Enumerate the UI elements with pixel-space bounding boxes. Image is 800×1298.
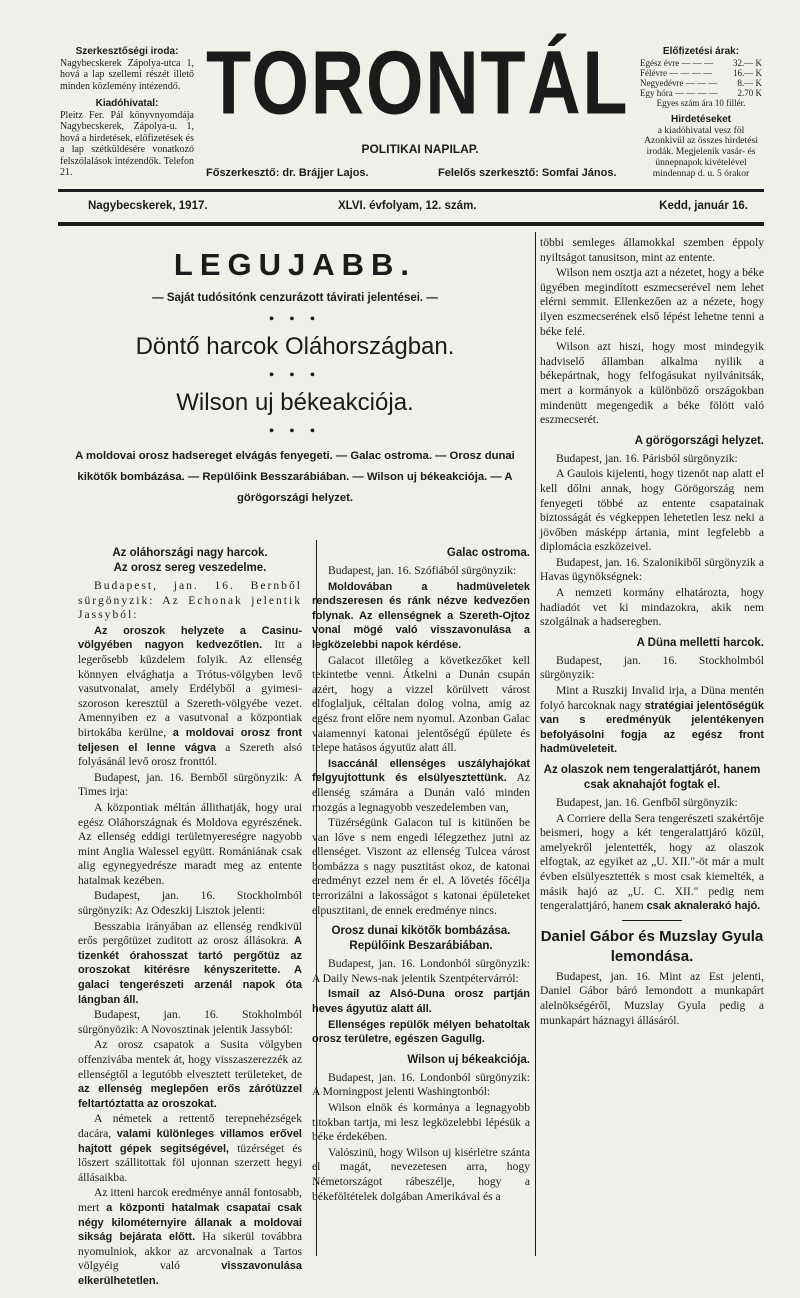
paragraph bbox=[78, 1038, 302, 1111]
office-title: Szerkesztőségi iroda: bbox=[75, 46, 179, 57]
article-subheading: Az orosz sereg veszedelme. bbox=[113, 562, 267, 574]
article-heading: Wilson uj békeakciója. bbox=[407, 1053, 530, 1066]
paragraph: Tüzérségünk Galacon tul is kitünően be van lőve s nem engedi lélegzethez jutni az ellenséget. Viszont az ellenség Tulcea várost bombázza s nagy pusztitást okoz, de katonai eredményt ezzel nem ér el. A lövetés főcélja terrorizálni a lakosságot s katonai épületeket elpusztitani, de ennek eredménye nincs. bbox=[312, 816, 530, 917]
paragraph bbox=[78, 920, 302, 1008]
article-heading: Az olaszok nem tengeralattjárót, hanem csak aknahajót fogtak el. bbox=[543, 764, 761, 791]
dateline-para: Budapest, jan. 16. Szófiából sürgönyzik: bbox=[328, 564, 517, 577]
paragraph bbox=[312, 1018, 530, 1047]
text: Besszabia irányában az ellenség rendkivül erős pergőtüzet zuditott az orosz állásokra. bbox=[78, 919, 302, 948]
paragraph: Wilson azt hiszi, hogy most mindegyik hadviselő államban alkalma nyilik a békepártnak, hogy felfogásukat nyilvánitsák, mert a kormányok a különböző országokban mindenütt megengedik a béke fölött való eszmecserét. bbox=[540, 340, 764, 427]
bold-text: Isaccánál ellenséges uszályhajókat felgyujtottunk és elsülyesztettünk. bbox=[312, 757, 530, 785]
dateline-date: Kedd, január 16. bbox=[659, 200, 748, 212]
price-label: Negyedévre — — — bbox=[640, 77, 718, 88]
text: Itt a legerősebb küzdelem folyik. Az ellenség könnyen elvághatja a Trótus-völgyben levő vasutvonalat, amely Erdélyből a gyimesi-szoroson keresztül a Szereth-völgyébe vezet. Amennyiben ez a vasutvonal a központiak birtokába kerülne, bbox=[78, 638, 302, 739]
paragraph: A Gaulois kijelenti, hogy tizenöt nap alatt el kell dőlni annak, hogy Görögország nem fenyegeti többé az entente csapatainak biztosságát és végkeppen lehetetlen lesz neki a jövőben másképp ártania, mint legfelebb a diplomácia eszközeivel. bbox=[540, 467, 764, 554]
divider-dots: • • • bbox=[269, 368, 321, 383]
bold-text: A tizenkét órahosszat tartó pergőtüz az oroszokat kitérésre kényszeritette. A galaci tengerészeti arzenál napok óta lángban áll. bbox=[78, 935, 302, 1006]
divider-dots: • • • bbox=[269, 424, 321, 439]
article-heading: Galac ostroma. bbox=[446, 547, 530, 559]
single-issue: Egyes szám ára 10 fillér. bbox=[656, 97, 746, 108]
banner-subtitle: — Saját tudósitónk cenzurázott távirati jelentései. — bbox=[152, 292, 438, 304]
article-heading-large: Daniel Gábor és Muzslay Gyula lemondása. bbox=[540, 927, 764, 965]
bold-text: a központi hatalmak csapatai csak négy kilométernyire állanak a moldovai sikság bejárata előtt. bbox=[78, 1201, 302, 1244]
bold-text: Ismail az Alsó-Duna orosz partján heves ágyutüz alatt áll. bbox=[312, 988, 530, 1016]
dateline-para: Budapest, jan. 16. Stockholmból sürgönyzik: bbox=[540, 653, 764, 682]
column-two bbox=[312, 540, 530, 1205]
paragraph bbox=[312, 757, 530, 815]
paragraph: Wilson elnök és kormánya a legnagyobb titokban tartja, mi lesz legközelebbi lépésük a béke érdekében. bbox=[312, 1101, 530, 1144]
dateline-para: Budapest, jan. 16. Londonból sürgönyzik: A Morningpost jelenti Washingtonból: bbox=[312, 1070, 530, 1099]
text: Mint a Ruszkij Invalid irja, a Düna mentén folyó harcoknak nagy bbox=[540, 684, 764, 712]
text: A németek a rettentő terepnehézségek dacára, bbox=[78, 1112, 302, 1140]
dateline-para: Budapest, jan. 16. Bernből sürgönyzik: Az Echonak jelentik Jassyból: bbox=[78, 579, 302, 622]
bold-text: Moldovában a hadmüveletek rendszeresen és ránk nézve kedvezően folynak. Az ellenségnek a Szereth-Ojtoz vonal mögé való visszavonulása a legközelebbi napok kérdése. bbox=[312, 580, 530, 651]
masthead-title: TORONTÁL bbox=[206, 32, 630, 134]
article-heading: A görögországi helyzet. bbox=[634, 434, 764, 447]
bold-text: stratégiai jelentőségük van s eredményük jelentékenyen befolyásolni fogja az egész front hadmüveleteit. bbox=[540, 699, 764, 756]
paragraph bbox=[540, 684, 764, 757]
bold-text: valami különleges villamos erővel hajtott gépek segitségével, bbox=[78, 1127, 302, 1155]
header-rule-top bbox=[58, 189, 764, 192]
paragraph: többi semleges államokkal szemben éppoly nyiltságot tanusitson, mint az entente. bbox=[540, 236, 764, 264]
dateline-para: Budapest, jan. 16. Stokholmból sürgönyözik: A Novosztinak jelentik Jassyból: bbox=[78, 1008, 302, 1036]
article-heading: Orosz dunai kikötők bombázása. Repülőink Beszarábiában. bbox=[331, 925, 511, 953]
price-label: Egy hóra — — — — bbox=[640, 87, 718, 98]
headline-one: Döntő harcok Oláhországban. bbox=[135, 333, 455, 360]
paragraph bbox=[540, 812, 764, 914]
paragraph: Budapest, jan. 16. Mint az Est jelenti, Daniel Gábor báró lemondott a munkapárt alelnökségéről, Muzslay Gyula pedig a munkapárt háznagyi állásáról. bbox=[540, 969, 764, 1027]
banner bbox=[60, 246, 530, 509]
banner-title: LEGUJABB. bbox=[173, 247, 417, 282]
summary: A moldovai orosz hadsereget elvágás fenyegeti. — Galac ostroma. — Orosz dunai kikötők bombázása. — Repülőink Besszarábiában. — Wilson uj békeakciója. — A görögországi helyzet. bbox=[75, 450, 515, 504]
price-value: 8.— K bbox=[737, 77, 762, 88]
dateline-volume: XLVI. évfolyam, 12. szám. bbox=[338, 200, 477, 212]
dateline bbox=[88, 200, 748, 218]
paragraph: Wilson nem osztja azt a nézetet, hogy a béke ügyében megindított eszmecserével nem lehet elérni semmit. Ellenkezően az a nézete, hogy ilyen eszmecserének első lépést lehetne tenni a béke felé. bbox=[540, 266, 764, 338]
price-row bbox=[640, 88, 762, 98]
subtitle: POLITIKAI NAPILAP. bbox=[361, 142, 479, 156]
paragraph bbox=[78, 1112, 302, 1185]
dateline-para: Budapest, jan. 16. Londonból sürgönyzik: A Daily News-nak jelentik Szentpétervárról: bbox=[312, 957, 530, 985]
text: tüzérséget és lőszert szállitottak föl ujonnan szerzett hegyi állásaikba. bbox=[78, 1141, 302, 1184]
ads-text: a kiadóhivatal vesz föl Azonkivül az összes hirdetési irodák. Megjelenik vasár- és ünnepnapok kivételével mindennap d. u. 5 órakor bbox=[644, 124, 758, 179]
text: Az orosz csapatok a Susita völgyben offenzivába mentek át, hogy visszaszerezzék az ellenségtől a legutóbb elvesztett területeket, de bbox=[78, 1038, 302, 1081]
dateline-place: Nagybecskerek, 1917. bbox=[88, 200, 208, 212]
responsible-editor: Felelős szerkesztő: Somfai János. bbox=[438, 167, 617, 179]
paragraph bbox=[312, 580, 530, 653]
dateline-para: Budapest, jan. 16. Szalonikiből sürgönyzik a Havas ügynökségnek: bbox=[540, 555, 764, 584]
article-divider bbox=[622, 920, 682, 921]
prices-box bbox=[640, 46, 762, 179]
paragraph bbox=[312, 987, 530, 1016]
text: Az itteni harcok eredménye annál fontosabb, mert bbox=[78, 1186, 302, 1214]
price-label: Félévre — — — — bbox=[640, 67, 712, 78]
header-rule-bottom bbox=[58, 222, 764, 226]
text: Az ellenség számára a Dunán való minden mozgás a legnagyobb veszedelemben van, bbox=[312, 771, 530, 814]
text: Ha sikerül továbbra nyomulniok, akkor az arcvonalnak a Tartos völgyéig való bbox=[78, 1230, 302, 1273]
bold-text: visszavonulása elkerülhetetlen. bbox=[78, 1260, 302, 1287]
article-heading: Az oláhországi nagy harcok. bbox=[112, 547, 268, 559]
editor-in-chief: Főszerkesztő: dr. Brájjer Lajos. bbox=[206, 167, 369, 179]
price-row bbox=[640, 58, 762, 68]
paragraph: Valószinü, hogy Wilson uj kisérletre szánta el magát, nevezetesen arra, hogy Németországot rábeszélje, hogy a békeföltételek dolgában Amerikával és a bbox=[312, 1145, 530, 1203]
prices-title: Előfizetési árak: bbox=[662, 46, 740, 57]
price-value: 32.— K bbox=[733, 57, 762, 68]
office-box bbox=[60, 46, 194, 179]
column-three bbox=[540, 236, 764, 1029]
publisher-title: Kiadóhivatal: bbox=[95, 98, 159, 109]
dateline-para: Budapest, jan. 16. Bernből sürgönyzik: A Times irja: bbox=[78, 770, 302, 799]
column-one bbox=[78, 540, 302, 1290]
paragraph bbox=[78, 624, 302, 770]
ads-title: Hirdetéseket bbox=[670, 114, 732, 125]
text: A Corriere della Sera tengerészeti szakértője beismeri, hogy a két tengeralattjáró közül, amelyekről jelentették, hogy az olaszok elfogtak, az egyiket az „U. XII."-öt már a mult évben elsülyesztették s most csak kiemelték, a másik hajó az „U. C. XII." pedig nem tengeralattjáró, hanem bbox=[540, 811, 764, 913]
bold-text: Ellenséges repülők mélyen behatoltak orosz területre, egészen Gagullg. bbox=[312, 1018, 530, 1046]
dateline-para: Budapest, jan. 16. Stockholmból sürgönyzik: Az Odeszkij Lisztok jelenti: bbox=[78, 889, 302, 918]
column-rule bbox=[535, 232, 536, 1256]
paragraph: A nemzeti kormány elhatározta, hogy hadiadót vet ki mindazokra, akik nem szolgálnak a hadseregben. bbox=[540, 586, 764, 629]
dateline-para: Budapest, jan. 16. Párisból sürgönyzik: bbox=[556, 451, 738, 465]
office-text: Nagybecskerek Zápolya-utca 1, hová a lap szellemi részét illető minden közlemény intézendő. bbox=[60, 57, 194, 92]
divider-dots: • • • bbox=[269, 312, 321, 327]
price-row bbox=[640, 78, 762, 88]
publisher-text: Pleitz Fer. Pál könyvnyomdája Nagybecskerek, Zápolya-u. 1, hová a hirdetések, előfizetések és a lap szétküldésére vonatkozó felszólalások intézendők. Telefon 21. bbox=[60, 109, 194, 178]
article-heading: A Düna melletti harcok. bbox=[636, 636, 764, 649]
bold-text: a moldovai orosz front teljesen el lenne vágva bbox=[78, 726, 302, 754]
text: a Szereth alsó folyásánál levő orosz fronttól. bbox=[78, 740, 302, 769]
price-value: 16.— K bbox=[733, 67, 762, 78]
price-value: 2.70 K bbox=[737, 87, 762, 98]
bold-text: Az oroszok helyzete a Casinu-völgyében nagyon kedvezőtlen. bbox=[78, 624, 302, 652]
paragraph bbox=[78, 1186, 302, 1288]
price-row bbox=[640, 68, 762, 78]
bold-text: az ellenség meglepően erős zárótüzzel feltartóztatta az oroszokat. bbox=[78, 1083, 302, 1110]
headline-two: Wilson uj békeakciója. bbox=[176, 389, 414, 416]
dateline-para: Budapest, jan. 16. Genfből sürgönyzik: bbox=[556, 796, 738, 809]
paragraph: A központiak méltán állithatják, hogy urai egész Oláhországnak és Moldova egyrészének. Az ellenség eddigi területnyereségre nagyobb mint Anglia Walessel együtt. Romániának csak alig egynegyedrésze maradt meg az entente hatalmak kezében. bbox=[78, 800, 302, 887]
bold-text: csak aknalerakó hajó. bbox=[646, 900, 761, 913]
price-label: Egész évre — — — bbox=[640, 57, 713, 68]
masthead-box bbox=[206, 32, 630, 158]
paragraph: Galacot illetőleg a következőket kell tekintetbe venni. Átkelni a Dunán csupán azért, hogy a vizzel körülvett várost elfoglaljuk, céltalan dolog volna, amig az egész front előre nem nyomul. Azonban Galac vaiamennyi katonai jelentőségű épülete és telepe hatásos ágyutüz alatt áll. bbox=[312, 653, 530, 755]
